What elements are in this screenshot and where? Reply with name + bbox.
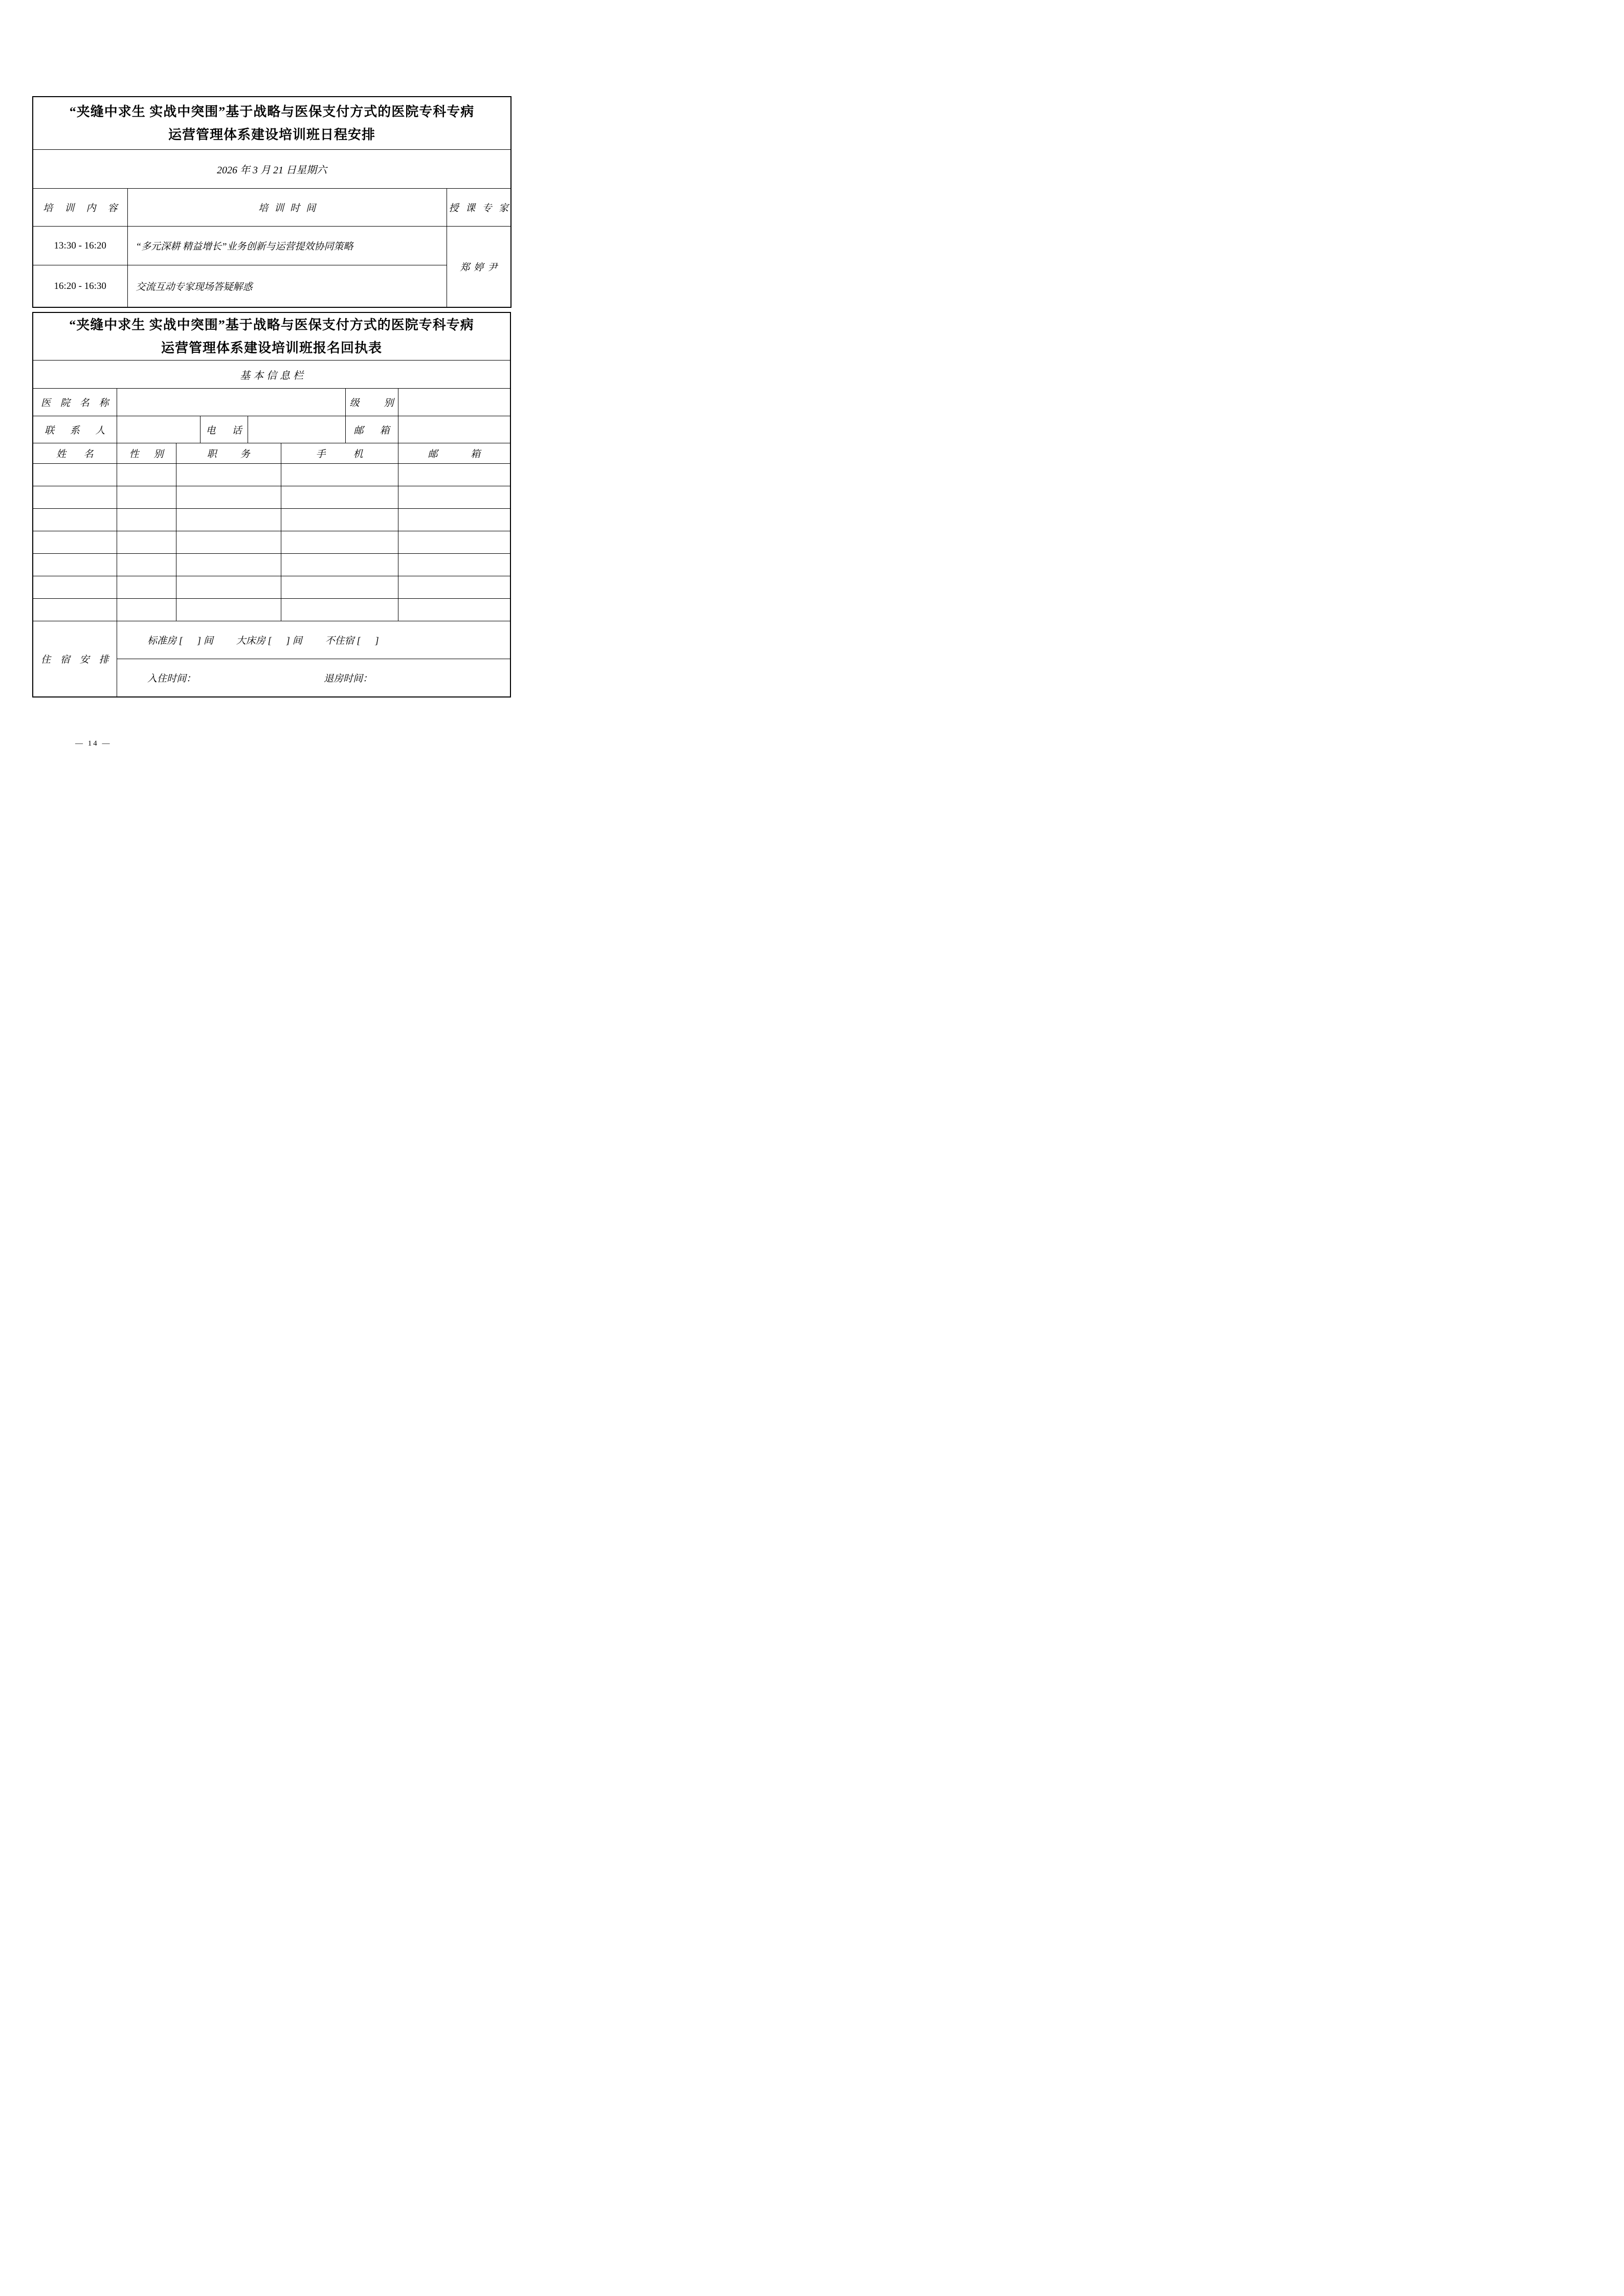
session-topic: “多元深耕 精益增长”业务创新与运营提效协同策略 (127, 227, 447, 265)
attendee-empty-row (33, 486, 510, 509)
attendee-empty-cell (117, 599, 176, 621)
schedule-date: 2026 年 3 月 21 日星期六 (33, 150, 511, 189)
hospital-row (33, 389, 510, 416)
attendee-empty-cell (117, 464, 176, 486)
attendee-empty-cell (398, 486, 510, 509)
attendee-empty-cell (117, 531, 176, 554)
schedule-header-content: 培训内容 (33, 189, 127, 227)
schedule-title-line2: 运营管理体系建设培训班日程安排 (168, 127, 375, 142)
session-time: 13:30 - 16:20 (33, 227, 127, 265)
attendee-empty-cell (281, 464, 398, 486)
accommodation-label: 住宿安排 (33, 621, 117, 697)
reply-title-line2: 运营管理体系建设培训班报名回执表 (161, 341, 383, 355)
attendee-empty-rows (33, 464, 510, 621)
hospital-name-field (117, 389, 345, 416)
document-page (0, 0, 541, 766)
schedule-header-time: 培训时间 (127, 189, 447, 227)
reply-title-row (33, 312, 510, 361)
attendee-empty-row (33, 531, 510, 554)
schedule-table-title (33, 97, 511, 150)
attendee-empty-cell (176, 531, 281, 554)
session-time: 16:20 - 16:30 (33, 265, 127, 308)
attendee-empty-cell (176, 599, 281, 621)
attendee-empty-row (33, 599, 510, 621)
schedule-header-expert: 授课专家 (447, 189, 511, 227)
schedule-title-line1: “夹缝中求生 实战中突围”基于战略与医保支付方式的医院专科专病 (69, 104, 475, 119)
checkin-label: 入住时间： (147, 673, 196, 684)
checkout-label: 退房时间： (324, 673, 373, 684)
attendee-empty-cell (281, 554, 398, 576)
attendee-header-gender: 性别 (117, 443, 176, 464)
attendee-empty-cell (176, 509, 281, 531)
attendee-empty-cell (398, 576, 510, 599)
attendee-empty-cell (33, 509, 117, 531)
accommodation-times (117, 659, 510, 697)
schedule-title-row (33, 97, 511, 150)
schedule-table (32, 96, 511, 308)
attendee-empty-cell (33, 599, 117, 621)
attendee-empty-cell (281, 599, 398, 621)
attendee-header-title: 职务 (176, 443, 281, 464)
phone-field (248, 416, 345, 443)
attendee-empty-cell (281, 576, 398, 599)
attendee-empty-cell (281, 509, 398, 531)
attendee-empty-cell (117, 554, 176, 576)
attendee-empty-cell (117, 576, 176, 599)
reply-table-title (33, 312, 510, 361)
attendee-empty-cell (176, 554, 281, 576)
attendee-empty-cell (33, 531, 117, 554)
attendee-empty-cell (281, 486, 398, 509)
schedule-session-row (33, 265, 511, 308)
attendee-header-name: 姓名 (33, 443, 117, 464)
reply-table (32, 312, 511, 697)
schedule-date-row (33, 150, 511, 189)
attendee-empty-cell (398, 464, 510, 486)
attendee-empty-cell (33, 576, 117, 599)
accommodation-room-options (117, 621, 510, 659)
attendee-empty-cell (176, 576, 281, 599)
attendee-header-row (33, 443, 510, 464)
attendee-empty-row (33, 464, 510, 486)
attendee-empty-cell (398, 509, 510, 531)
accommodation-room-row (33, 621, 510, 659)
attendee-empty-cell (281, 531, 398, 554)
attendee-empty-cell (33, 486, 117, 509)
attendee-empty-cell (33, 464, 117, 486)
attendee-empty-cell (398, 554, 510, 576)
schedule-session-row (33, 227, 511, 265)
basic-info-section-title: 基本信息栏 (33, 361, 510, 389)
hospital-name-label: 医院名称 (33, 389, 117, 416)
phone-label: 电话 (200, 416, 248, 443)
email-label: 邮箱 (345, 416, 398, 443)
attendee-header-email: 邮箱 (398, 443, 510, 464)
contact-row (33, 416, 510, 443)
contact-label: 联系人 (33, 416, 117, 443)
basic-info-section-row (33, 361, 510, 389)
attendee-empty-cell (176, 464, 281, 486)
session-topic: 交流互动专家现场答疑解惑 (127, 265, 447, 308)
no-stay-option: 不住宿 [ ] (325, 636, 379, 646)
attendee-header-mobile: 手机 (281, 443, 398, 464)
king-room-option: 大床房 [ ] 间 (236, 636, 302, 646)
page-number: — 14 — (75, 739, 112, 748)
contact-field (117, 416, 200, 443)
reply-title-line1: “夹缝中求生 实战中突围”基于战略与医保支付方式的医院专科专病 (69, 318, 474, 332)
level-label: 级别 (345, 389, 398, 416)
attendee-empty-cell (398, 599, 510, 621)
attendee-empty-cell (117, 509, 176, 531)
attendee-empty-cell (176, 486, 281, 509)
email-field (398, 416, 510, 443)
attendee-empty-row (33, 509, 510, 531)
attendee-empty-row (33, 554, 510, 576)
level-field (398, 389, 510, 416)
attendee-empty-row (33, 576, 510, 599)
session-expert: 郑婷尹 (447, 227, 511, 308)
attendee-empty-cell (398, 531, 510, 554)
standard-room-option: 标准房 [ ] 间 (147, 636, 213, 646)
attendee-empty-cell (117, 486, 176, 509)
schedule-header-row (33, 189, 511, 227)
attendee-empty-cell (33, 554, 117, 576)
